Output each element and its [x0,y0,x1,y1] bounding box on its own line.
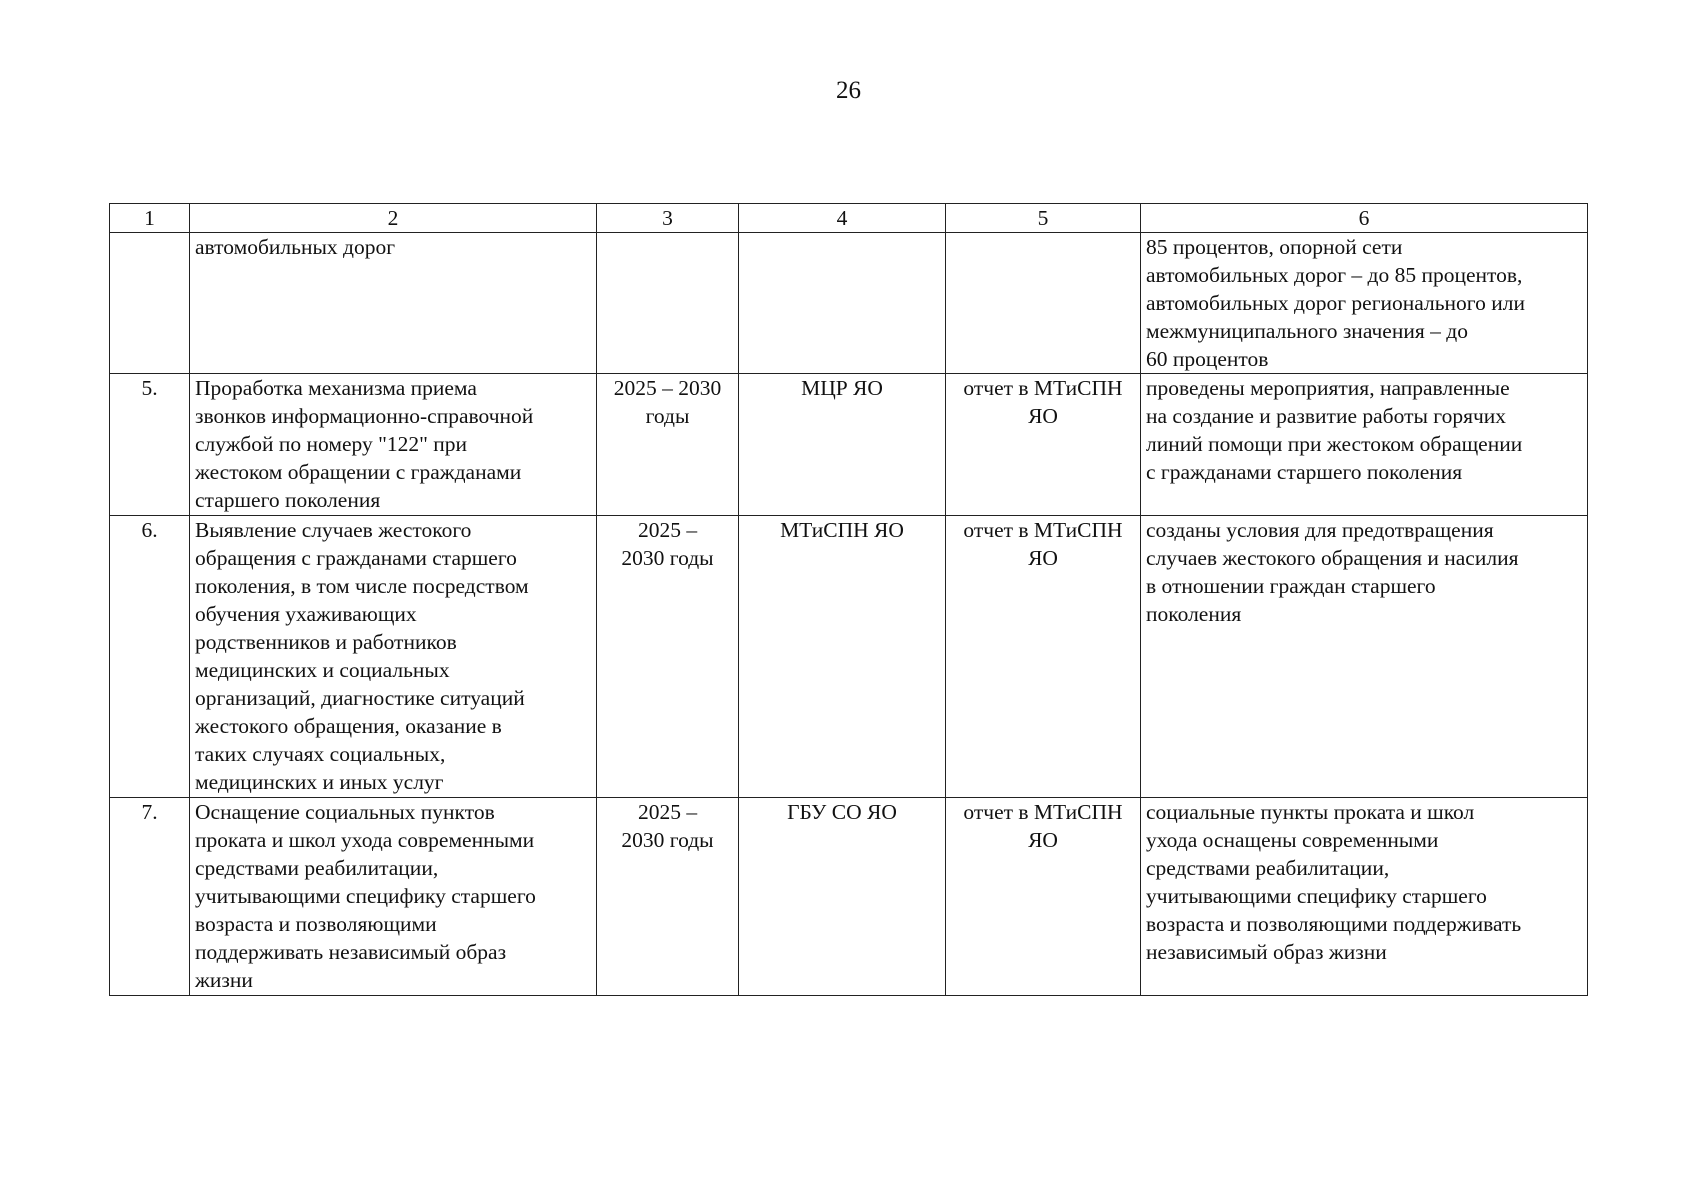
table-row [110,516,1588,798]
header-cell-3: 3 [597,204,739,233]
header-cell-1: 1 [110,204,190,233]
header-cell-6: 6 [1141,204,1588,233]
executor-cell: МЦР ЯО [739,374,946,516]
measure-cell: Проработка механизма приема звонков информационно-справочной службой по номеру "122" при жестоком обращении с гражданами старшего поколения [190,374,597,516]
row-number: 5. [110,374,190,516]
period-cell: 2025 – 2030 годы [597,798,739,996]
header-cell-4: 4 [739,204,946,233]
measure-cell: Оснащение социальных пунктов проката и школ ухода современными средствами реабилитации, учитывающими специфику старшего возраста и позволяющими поддерживать независимый образ жизни [190,798,597,996]
executor-cell: МТиСПН ЯО [739,516,946,798]
measure-cell: Выявление случаев жестокого обращения с гражданами старшего поколения, в том числе посредством обучения ухаживающих родственников и работников медицинских и социальных организаций, диагностике ситуаций жестокого обращения, оказание в таких случаях социальных, медицинских и иных услуг [190,516,597,798]
control-cell: отчет в МТиСПН ЯО [946,516,1141,798]
page-number: 26 [836,77,861,104]
executor-cell: ГБУ СО ЯО [739,798,946,996]
header-cell-5: 5 [946,204,1141,233]
executor-cell [739,233,946,374]
measures-table [109,203,1588,996]
control-cell: отчет в МТиСПН ЯО [946,798,1141,996]
result-cell: проведены мероприятия, направленные на создание и развитие работы горячих линий помощи при жестоком обращении с гражданами старшего поколения [1141,374,1588,516]
table-row [110,374,1588,516]
table-row [110,233,1588,374]
control-cell: отчет в МТиСПН ЯО [946,374,1141,516]
period-cell [597,233,739,374]
result-cell: социальные пункты проката и школ ухода оснащены современными средствами реабилитации, учитывающими специфику старшего возраста и позволяющими поддерживать независимый образ жизни [1141,798,1588,996]
result-cell: 85 процентов, опорной сети автомобильных дорог – до 85 процентов, автомобильных дорог регионального или межмуниципального значения – до 60 процентов [1141,233,1588,374]
header-cell-2: 2 [190,204,597,233]
result-cell: созданы условия для предотвращения случаев жестокого обращения и насилия в отношении граждан старшего поколения [1141,516,1588,798]
row-number: 7. [110,798,190,996]
period-cell: 2025 – 2030 годы [597,516,739,798]
period-cell: 2025 – 2030 годы [597,374,739,516]
row-number [110,233,190,374]
table-row [110,798,1588,996]
measure-cell: автомобильных дорог [190,233,597,374]
table-header-row [110,204,1588,233]
control-cell [946,233,1141,374]
row-number: 6. [110,516,190,798]
